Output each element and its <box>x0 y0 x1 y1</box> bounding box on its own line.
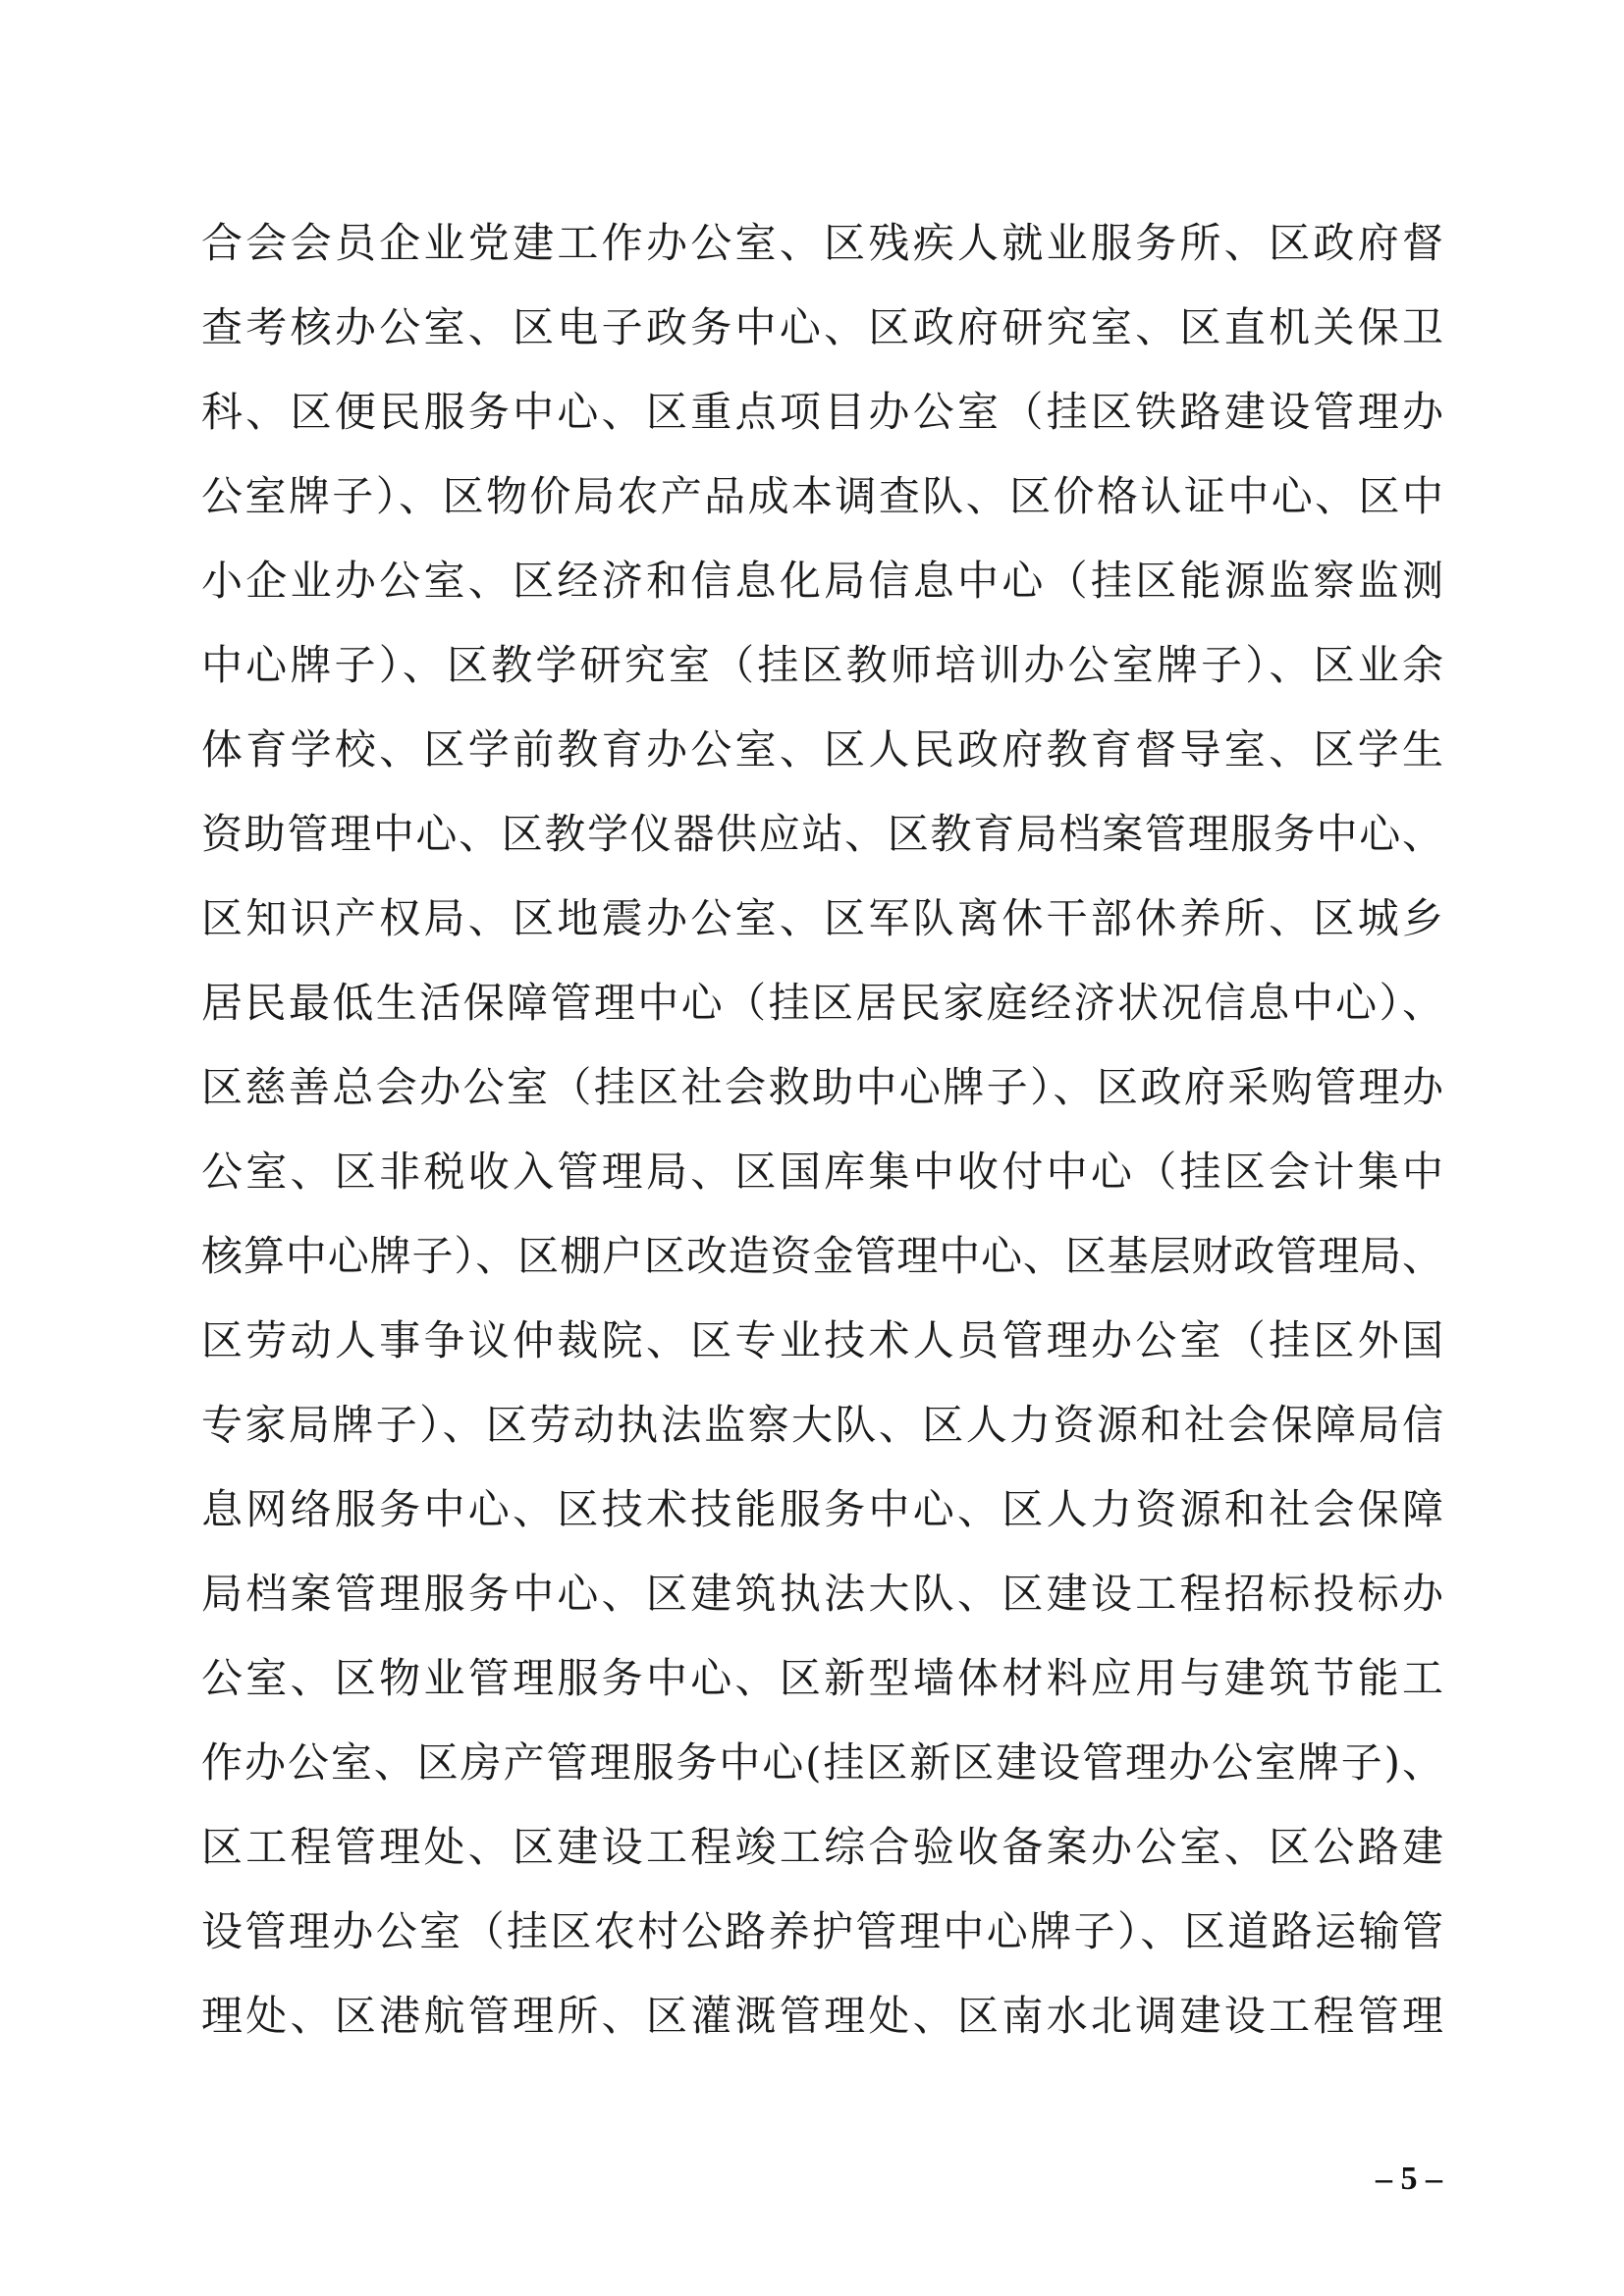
text-line-16: 息网络服务中心、区技术技能服务中心、区人力资源和社会保障 <box>201 1485 1443 1533</box>
text-line-9: 区知识产权局、区地震办公室、区军队离休干部休养所、区城乡 <box>201 894 1443 942</box>
text-line-22: 理处、区港航管理所、区灌溉管理处、区南水北调建设工程管理 <box>201 1992 1443 2040</box>
text-line-20: 区工程管理处、区建设工程竣工综合验收备案办公室、区公路建 <box>201 1823 1443 1871</box>
text-line-15: 专家局牌子）、区劳动执法监察大队、区人力资源和社会保障局信 <box>201 1401 1443 1449</box>
text-line-13: 核算中心牌子）、区棚户区改造资金管理中心、区基层财政管理局、 <box>201 1232 1443 1280</box>
text-line-5: 小企业办公室、区经济和信息化局信息中心（挂区能源监察监测 <box>201 557 1443 605</box>
text-line-7: 体育学校、区学前教育办公室、区人民政府教育督导室、区学生 <box>201 725 1443 774</box>
text-line-4: 公室牌子）、区物价局农产品成本调查队、区价格认证中心、区中 <box>201 472 1443 520</box>
text-line-2: 查考核办公室、区电子政务中心、区政府研究室、区直机关保卫 <box>201 303 1443 351</box>
text-line-21: 设管理办公室（挂区农村公路养护管理中心牌子）、区道路运输管 <box>201 1907 1443 1955</box>
text-line-12: 公室、区非税收入管理局、区国库集中收付中心（挂区会计集中 <box>201 1148 1443 1196</box>
text-line-18: 公室、区物业管理服务中心、区新型墙体材料应用与建筑节能工 <box>201 1654 1443 1702</box>
text-line-6: 中心牌子）、区教学研究室（挂区教师培训办公室牌子）、区业余 <box>201 641 1443 689</box>
text-line-17: 局档案管理服务中心、区建筑执法大队、区建设工程招标投标办 <box>201 1570 1443 1618</box>
text-line-19: 作办公室、区房产管理服务中心(挂区新区建设管理办公室牌子)、 <box>201 1738 1443 1787</box>
page-number: – 5 – <box>1376 2161 1442 2197</box>
text-line-14: 区劳动人事争议仲裁院、区专业技术人员管理办公室（挂区外国 <box>201 1316 1443 1364</box>
text-line-10: 居民最低生活保障管理中心（挂区居民家庭经济状况信息中心）、 <box>201 979 1443 1027</box>
body-text <box>201 201 1443 2058</box>
text-line-8: 资助管理中心、区教学仪器供应站、区教育局档案管理服务中心、 <box>201 810 1443 858</box>
text-line-3: 科、区便民服务中心、区重点项目办公室（挂区铁路建设管理办 <box>201 388 1443 436</box>
text-line-1: 合会会员企业党建工作办公室、区残疾人就业服务所、区政府督 <box>201 219 1443 267</box>
text-line-11: 区慈善总会办公室（挂区社会救助中心牌子）、区政府采购管理办 <box>201 1063 1443 1111</box>
